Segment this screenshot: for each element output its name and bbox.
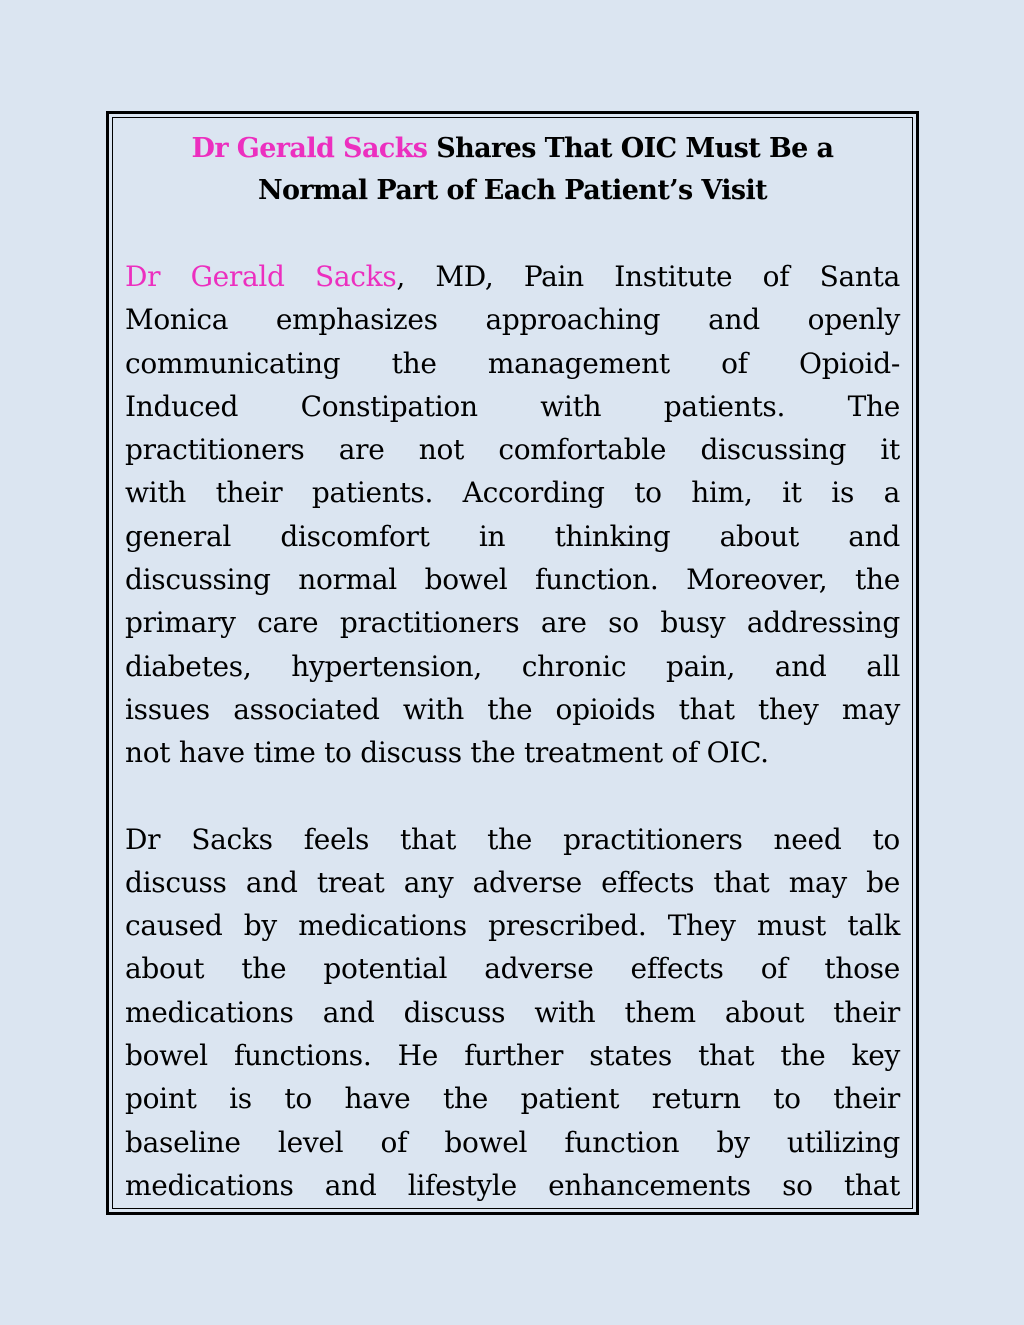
paragraph-2-line: medications and lifestyle enhancements so that [125,1168,900,1202]
paragraph-2-line: bowel functions. He further states that the key [125,1039,900,1073]
title-text-line2: Normal Part of Each Patient’s Visit [257,175,768,206]
paragraph-1-line: issues associated with the opioids that they may [125,692,900,726]
paragraph-1 [125,255,900,775]
paragraph-2-line: discuss and treat any adverse effects that may be [125,865,900,899]
paragraph-1-line: Monica emphasizes approaching and openly [125,303,900,337]
paragraph-2-line: point is to have the patient return to their [125,1082,900,1116]
paragraph-1-line: communicating the management of Opioid- [125,346,900,380]
paragraph-1-line: primary care practitioners are so busy addressing [125,606,900,640]
document-content [125,128,900,1207]
paragraph-2 [125,818,900,1208]
title-text-line1: Shares That OIC Must Be a [427,133,834,164]
paragraph-1-line: practitioners are not comfortable discussing it [125,433,900,467]
paragraph-2-line: Dr Sacks feels that the practitioners need to [125,822,900,856]
paragraph-1-line-text: , MD, Pain Institute of Santa [396,260,900,293]
paragraph-1-line: diabetes, hypertension, chronic pain, and all [125,649,900,683]
document-title [125,128,900,212]
paragraph-1-line: with their patients. According to him, it is a [125,476,900,510]
paragraph-2-line: caused by medications prescribed. They must talk [125,909,900,943]
paragraph-2-line: medications and discuss with them about their [125,995,900,1029]
paragraph-1-line [125,255,900,298]
paragraph-2-line: about the potential adverse effects of those [125,952,900,986]
document-frame-inner [112,117,913,1209]
paragraph-1-line: general discomfort in thinking about and [125,519,900,553]
paragraph-2-line: baseline level of bowel function by utilizing [125,1125,900,1159]
title-author-name: Dr Gerald Sacks [191,133,428,164]
paragraph-1-line: discussing normal bowel function. Moreover, the [125,563,900,597]
paragraph-1-line: not have time to discuss the treatment of OIC. [125,736,769,770]
paragraph-1-line: Induced Constipation with patients. The [125,389,900,423]
paragraph-author-name: Dr Gerald Sacks [125,260,397,293]
document-frame [106,111,919,1215]
